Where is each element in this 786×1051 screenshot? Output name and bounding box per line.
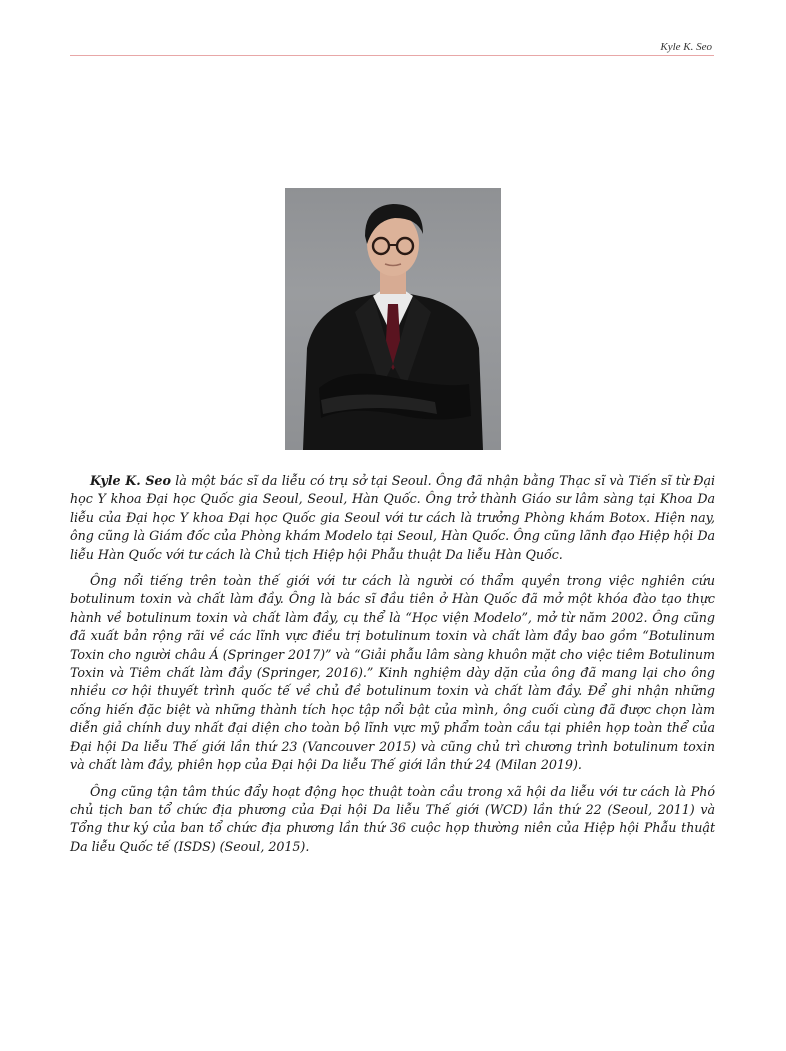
author-name: Kyle K. Seo [90, 473, 171, 488]
author-biography [70, 472, 715, 864]
bio-paragraph-2: Ông nổi tiếng trên toàn thế giới với tư cách là người có thẩm quyền trong việc nghiên cứu botulinum toxin và chất làm đầy. Ông là bác sĩ đầu tiên ở Hàn Quốc đã mở một khóa đào tạo thực hành về botulinum toxin và chất làm đầy, cụ thể là “Học viện Modelo”, mở từ năm 2002. Ông cũng đã xuất bản rộng rãi về các lĩnh vực điều trị botulinum toxin và chất làm đầy bao gồm “Botulinum Toxin cho người châu Á (Springer 2017)” và “Giải phẫu lâm sàng khuôn mặt cho việc tiêm Botulinum Toxin và Tiêm chất làm đầy (Springer, 2016).” Kinh nghiệm dày dặn của ông đã mang lại cho ông nhiều cơ hội thuyết trình quốc tế về chủ đề botulinum toxin và chất làm đầy. Để ghi nhận những cống hiến đặc biệt và những thành tích học tập nổi bật của mình, ông cuối cùng đã được chọn làm diễn giả chính duy nhất đại diện cho toàn bộ lĩnh vực mỹ phẩm toàn cầu tại phiên họp toàn thể của Đại hội Da liễu Thế giới lần thứ 23 (Vancouver 2015) và cũng chủ trì chương trình botulinum toxin và chất làm đầy, phiên họp của Đại hội Da liễu Thế giới lần thứ 24 (Milan 2019). [70, 573, 715, 773]
author-portrait [285, 188, 501, 450]
portrait-illustration [285, 188, 501, 450]
header-rule [70, 55, 714, 56]
running-head-title: Kyle K. Seo [660, 41, 712, 53]
bio-paragraph-1 [70, 472, 715, 564]
bio-paragraph-3: Ông cũng tận tâm thúc đẩy hoạt động học thuật toàn cầu trong xã hội da liễu với tư cách là Phó chủ tịch ban tổ chức địa phương của Đại hội Da liễu Thế giới (WCD) lần thứ 22 (Seoul, 2011) và Tổng thư ký của ban tổ chức địa phương lần thứ 36 cuộc họp thường niên của Hiệp hội Phẫu thuật Da liễu Quốc tế (ISDS) (Seoul, 2015). [70, 783, 715, 854]
bio-paragraph-1-text: là một bác sĩ da liễu có trụ sở tại Seoul. Ông đã nhận bằng Thạc sĩ và Tiến sĩ từ Đại học Y khoa Đại học Quốc gia Seoul, Seoul, Hàn Quốc. Ông trở thành Giáo sư lâm sàng tại Khoa Da liễu của Đại học Y khoa Đại học Quốc gia Seoul với tư cách là trưởng Phòng khám Botox. Hiện nay, ông cũng là Giám đốc của Phòng khám Modelo tại Seoul, Hàn Quốc. Ông cũng lãnh đạo Hiệp hội Da liễu Hàn Quốc với tư cách là Chủ tịch Hiệp hội Phẫu thuật Da liễu Hàn Quốc. [70, 473, 715, 562]
